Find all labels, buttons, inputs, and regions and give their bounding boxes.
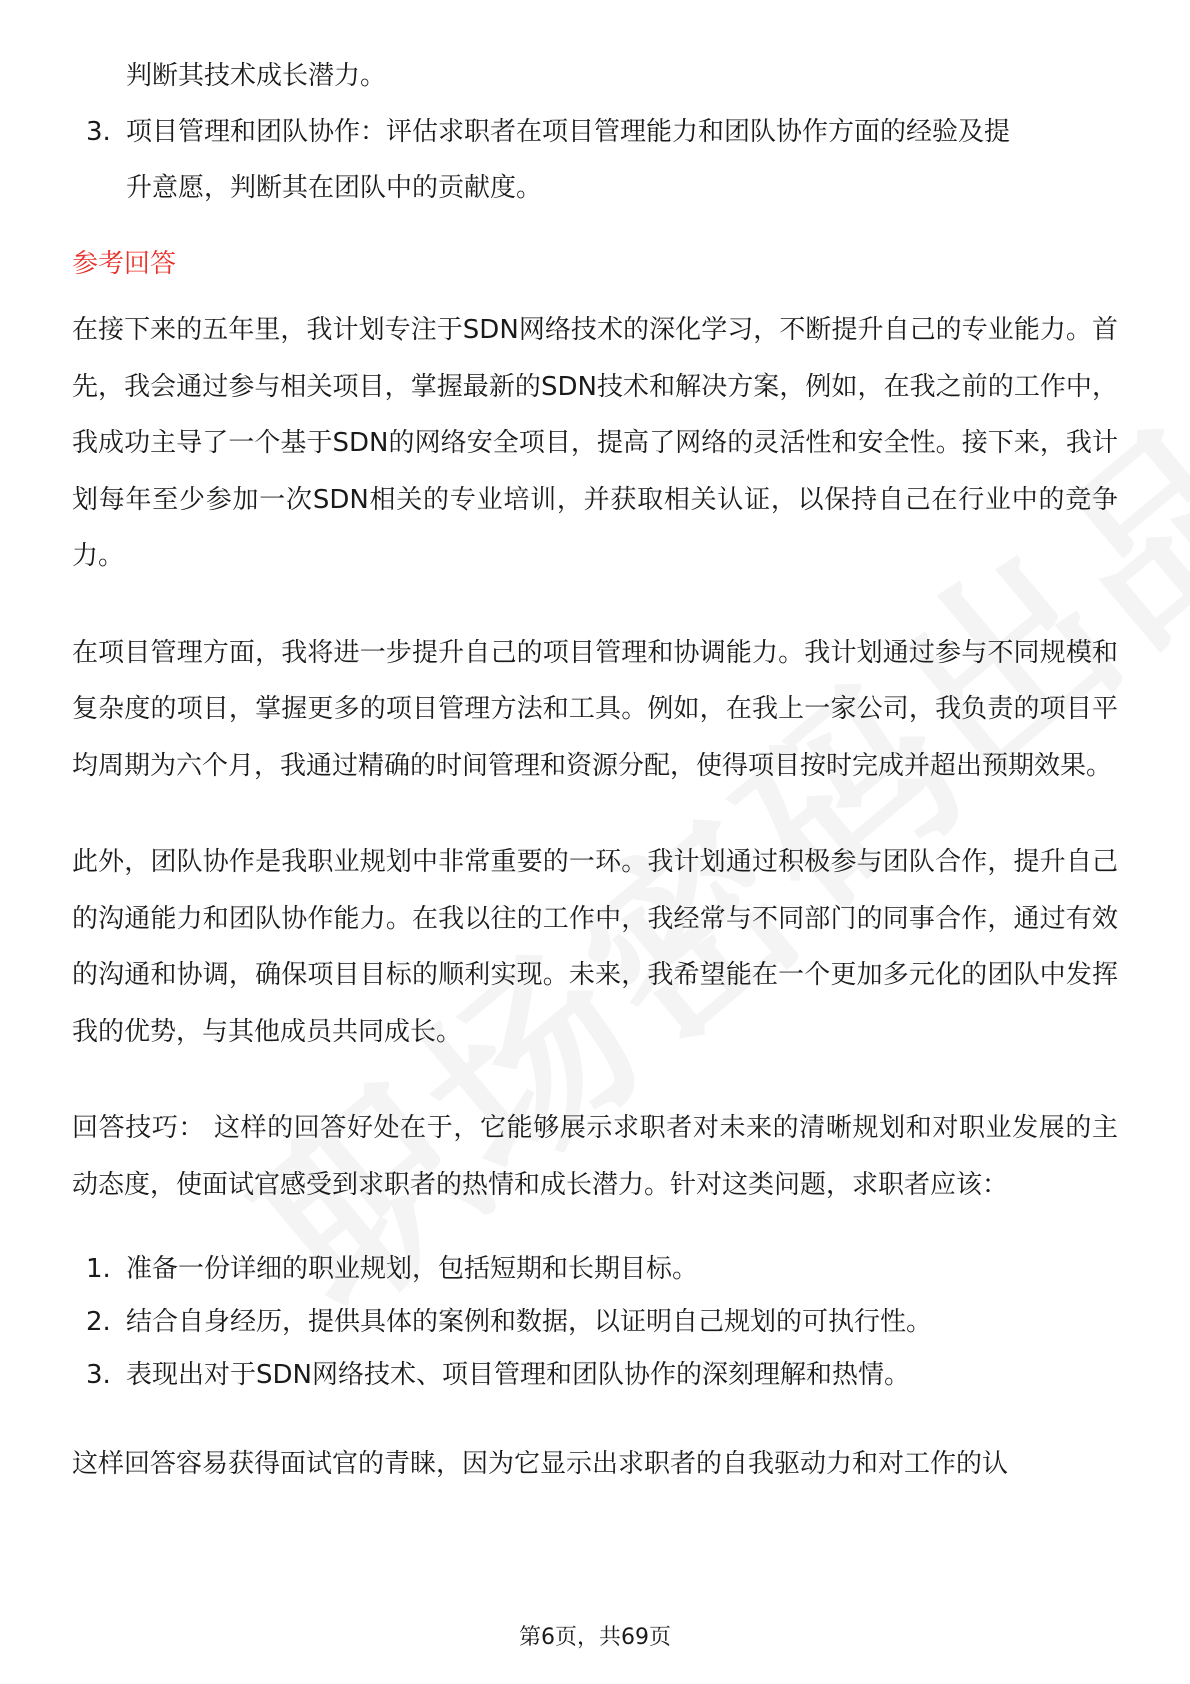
answer-paragraph-1: 在接下来的五年里，我计划专注于SDN网络技术的深化学习，不断提升自己的专业能力。首先，我会通过参与相关项目，掌握最新的SDN技术和解决方案，例如，在我之前的工作中，我成功主导了一个基于SDN的网络安全项目，提高了网络的灵活性和安全性。接下来，我计划每年至少参加一次SDN相关的专业培训，并获取相关认证，以保持自己在行业中的竞争力。	[72, 315, 1118, 571]
page-footer: 第6页，共69页	[519, 1625, 671, 1650]
list-number: 3.	[86, 1360, 111, 1390]
list-item	[72, 1296, 1118, 1349]
list-item-text: 准备一份详细的职业规划，包括短期和长期目标。	[126, 1254, 699, 1284]
list-number: 2.	[86, 1307, 111, 1337]
tips-list	[72, 1243, 1118, 1402]
list-item-text-line2: 升意愿，判断其在团队中的贡献度。	[126, 173, 543, 203]
answer-paragraph-2: 在项目管理方面，我将进一步提升自己的项目管理和协调能力。我计划通过参与不同规模和复杂度的项目，掌握更多的项目管理方法和工具。例如，在我上一家公司，我负责的项目平均周期为六个月，我通过精确的时间管理和资源分配，使得项目按时完成并超出预期效果。	[72, 637, 1118, 781]
list-item-continuation: 判断其技术成长潜力。	[126, 61, 387, 91]
section-title: 参考回答	[72, 249, 177, 279]
list-item-text: 表现出对于SDN网络技术、项目管理和团队协作的深刻理解和热情。	[126, 1360, 910, 1390]
closing-paragraph: 这样回答容易获得面试官的青睐，因为它显示出求职者的自我驱动力和对工作的认	[72, 1449, 1009, 1479]
answer-paragraph-3: 此外，团队协作是我职业规划中非常重要的一环。我计划通过积极参与团队合作，提升自己的沟通能力和团队协作能力。在我以往的工作中，我经常与不同部门的同事合作，通过有效的沟通和协调，确保项目目标的顺利实现。未来，我希望能在一个更加多元化的团队中发挥我的优势，与其他成员共同成长。	[72, 847, 1118, 1047]
list-item	[72, 104, 1118, 216]
list-number: 3.	[86, 117, 111, 147]
document-page	[72, 0, 1118, 1493]
list-item	[72, 1243, 1118, 1296]
list-number: 1.	[86, 1254, 111, 1284]
list-item-text: 结合自身经历，提供具体的案例和数据，以证明自己规划的可执行性。	[126, 1307, 933, 1337]
tips-paragraph: 回答技巧： 这样的回答好处在于，它能够展示求职者对未来的清晰规划和对职业发展的主动态度，使面试官感受到求职者的热情和成长潜力。针对这类问题，求职者应该：	[72, 1113, 1118, 1200]
list-item-text-line1: 项目管理和团队协作：评估求职者在项目管理能力和团队协作方面的经验及提	[126, 117, 1011, 147]
list-item	[72, 1349, 1118, 1402]
